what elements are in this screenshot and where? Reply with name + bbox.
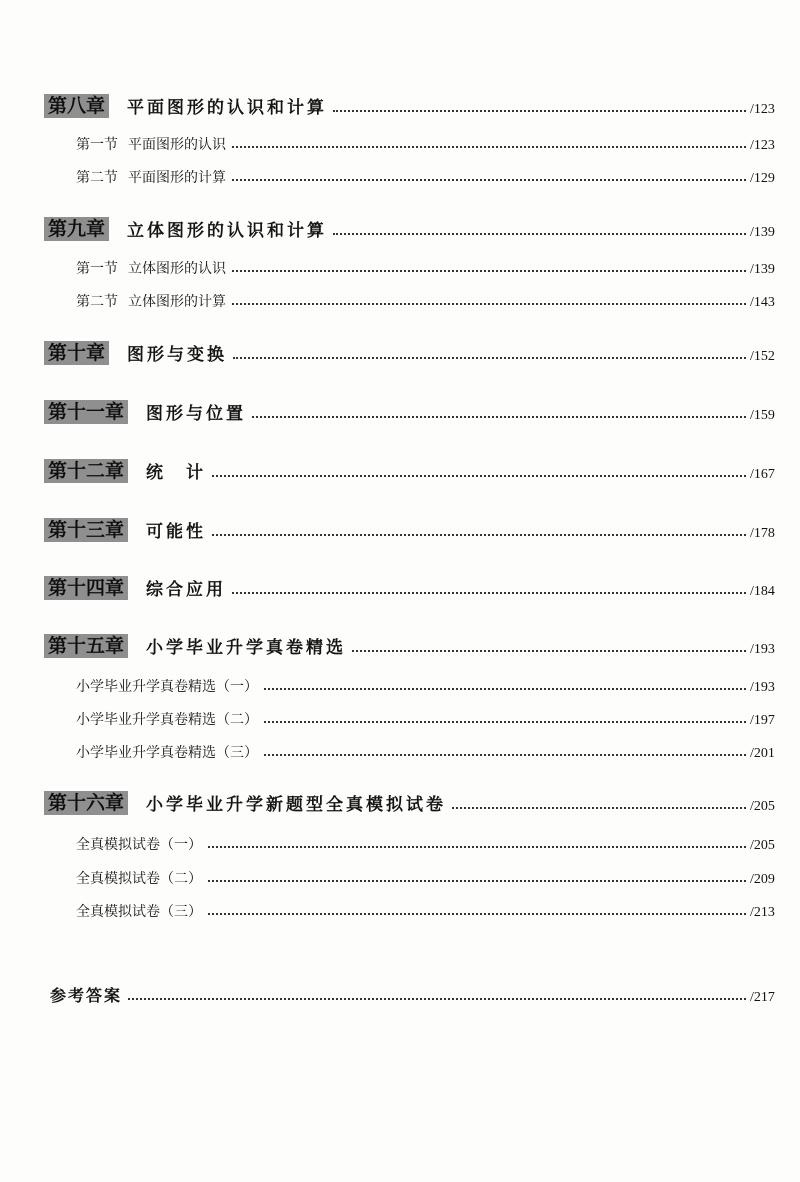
dot-leader (232, 179, 746, 181)
toc-chapter-11[interactable] (0, 398, 800, 424)
dot-leader (333, 233, 746, 235)
chapter-title: 图形与位置 (146, 404, 247, 424)
dot-leader (264, 688, 746, 690)
toc-chapter-13[interactable] (0, 516, 800, 542)
dot-leader (333, 110, 746, 112)
section-title: 立体图形的计算 (128, 294, 226, 310)
section-title: 立体图形的认识 (128, 261, 226, 277)
dot-leader (232, 592, 746, 594)
dot-leader (232, 303, 746, 305)
entry-title: 小学毕业升学真卷精选（三） (76, 745, 258, 761)
toc-chapter-10[interactable] (0, 339, 800, 365)
chapter-label: 第八章 (44, 94, 109, 118)
page-number: /139 (750, 262, 775, 277)
chapter-label: 第十一章 (44, 400, 128, 424)
chapter-label: 第十章 (44, 341, 109, 365)
entry-title: 小学毕业升学真卷精选（一） (76, 679, 258, 695)
chapter-label: 第十三章 (44, 518, 128, 542)
toc-answers[interactable] (0, 982, 800, 1006)
chapter-title: 小学毕业升学真卷精选 (146, 638, 347, 658)
page-number: /209 (750, 872, 775, 887)
section-number: 第一节 (76, 137, 118, 153)
entry-title: 全真模拟试卷（一） (76, 837, 202, 853)
chapter-title: 图形与变换 (127, 345, 228, 365)
dot-leader (264, 754, 746, 756)
page-number: /167 (750, 467, 775, 482)
dot-leader (212, 475, 746, 477)
chapter-title: 立体图形的认识和计算 (127, 221, 328, 241)
toc-entry[interactable] (0, 901, 800, 921)
chapter-label: 第十五章 (44, 634, 128, 658)
page-number: /184 (750, 584, 775, 599)
chapter-title: 统 计 (146, 463, 207, 483)
chapter-title: 平面图形的认识和计算 (127, 98, 328, 118)
dot-leader (264, 721, 746, 723)
section-number: 第二节 (76, 170, 118, 186)
section-number: 第一节 (76, 261, 118, 277)
toc-entry[interactable] (0, 868, 800, 888)
toc-section[interactable] (0, 258, 800, 278)
page-number: /193 (750, 642, 775, 657)
page-number: /205 (750, 799, 775, 814)
dot-leader (208, 913, 746, 915)
page-number: /139 (750, 225, 775, 240)
answers-title: 参考答案 (50, 986, 123, 1005)
toc-entry[interactable] (0, 709, 800, 729)
dot-leader (233, 357, 746, 359)
entry-title: 全真模拟试卷（二） (76, 871, 202, 887)
dot-leader (208, 846, 746, 848)
chapter-label: 第十二章 (44, 459, 128, 483)
dot-leader (452, 807, 746, 809)
page-number: /213 (750, 905, 775, 920)
page-number: /178 (750, 526, 775, 541)
toc-chapter-14[interactable] (0, 574, 800, 600)
dot-leader (352, 650, 746, 652)
section-number: 第二节 (76, 294, 118, 310)
page-number: /123 (750, 102, 775, 117)
chapter-label: 第九章 (44, 217, 109, 241)
page-number: /143 (750, 295, 775, 310)
toc-section[interactable] (0, 134, 800, 154)
page-number: /217 (750, 990, 775, 1005)
toc-chapter-9[interactable] (0, 215, 800, 241)
entry-title: 全真模拟试卷（三） (76, 904, 202, 920)
chapter-title: 小学毕业升学新题型全真模拟试卷 (146, 795, 447, 815)
dot-leader (208, 880, 746, 882)
dot-leader (232, 146, 746, 148)
page-number: /152 (750, 349, 775, 364)
toc-entry[interactable] (0, 742, 800, 762)
chapter-label: 第十四章 (44, 576, 128, 600)
toc-section[interactable] (0, 291, 800, 311)
chapter-title: 可能性 (146, 522, 207, 542)
toc-chapter-8[interactable] (0, 92, 800, 118)
page-number: /159 (750, 408, 775, 423)
chapter-label: 第十六章 (44, 791, 128, 815)
section-title: 平面图形的计算 (128, 170, 226, 186)
page-number: /205 (750, 838, 775, 853)
section-title: 平面图形的认识 (128, 137, 226, 153)
toc-chapter-12[interactable] (0, 457, 800, 483)
toc-section[interactable] (0, 167, 800, 187)
entry-title: 小学毕业升学真卷精选（二） (76, 712, 258, 728)
page-number: /197 (750, 713, 775, 728)
dot-leader (252, 416, 746, 418)
page-number: /129 (750, 171, 775, 186)
toc-chapter-15[interactable] (0, 632, 800, 658)
toc-entry[interactable] (0, 834, 800, 854)
page-number: /193 (750, 680, 775, 695)
toc-entry[interactable] (0, 676, 800, 696)
page-number: /201 (750, 746, 775, 761)
page-number: /123 (750, 138, 775, 153)
chapter-title: 综合应用 (146, 580, 227, 600)
dot-leader (128, 998, 746, 1000)
toc-chapter-16[interactable] (0, 789, 800, 815)
dot-leader (232, 270, 746, 272)
dot-leader (212, 534, 746, 536)
